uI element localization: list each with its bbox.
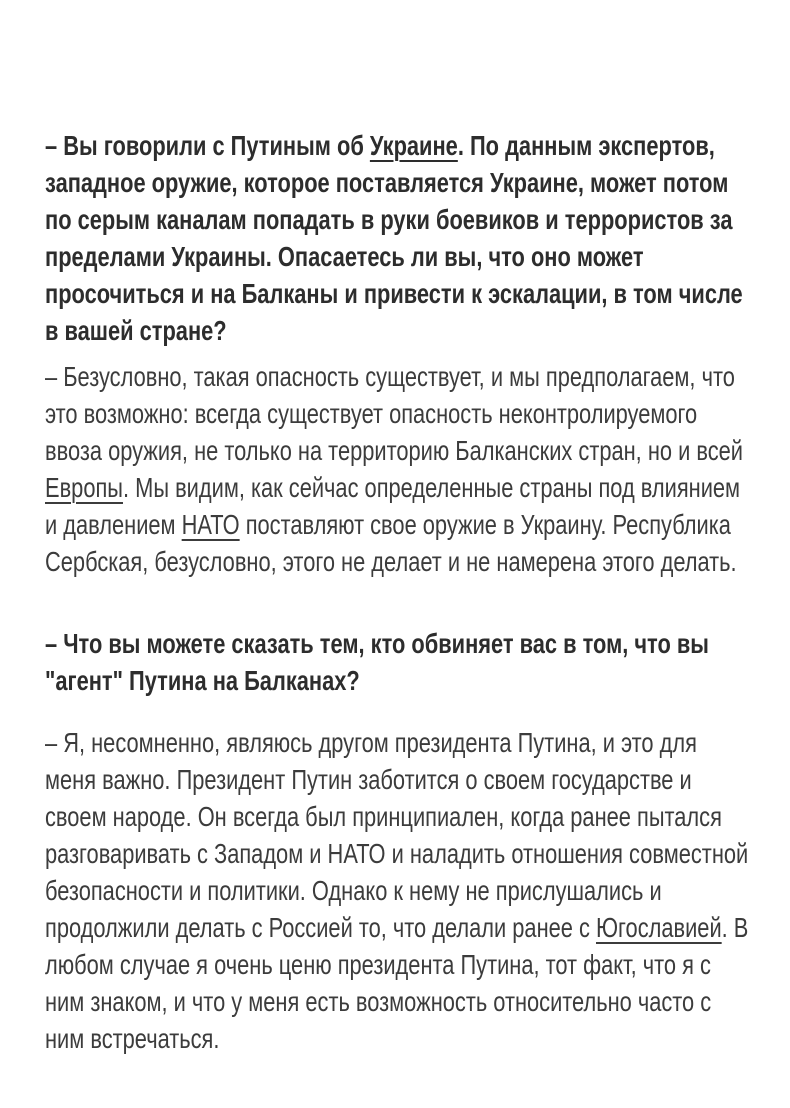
text-run: поставляют свое оружие в Украину. Республика Сербская, безусловно, этого не делает и не намерена этого делать. (45, 509, 737, 577)
answer-paragraph-1 (45, 358, 750, 580)
text-run: . Мы видим, как сейчас определенные страны под влиянием и давлением (45, 472, 741, 540)
text-run: . В любом случае я очень ценю президента Путина, тот факт, что я с ним знаком, и что у меня есть возможность относительно часто с ним встречаться. (45, 912, 749, 1054)
question-paragraph-1 (45, 127, 750, 349)
interview-text (45, 127, 750, 1057)
text-run: – Что вы можете сказать тем, кто обвиняет вас в том, что вы "агент" Путина на Балканах? (45, 628, 709, 696)
link-ukraine[interactable]: Украине (369, 130, 458, 161)
link-yugoslavia[interactable]: Югославией (595, 912, 722, 943)
question-paragraph-2 (45, 625, 750, 699)
link-europe[interactable]: Европы (45, 472, 123, 503)
text-run: – Безусловно, такая опасность существует, и мы предполагаем, что это возможно: всегда существует опасность неконтролируемого ввоза оружия, не только на территорию Балканских стран, но и всей (45, 361, 743, 466)
link-nato[interactable]: НАТО (181, 509, 240, 540)
text-run: . По данным экспертов, западное оружие, которое поставляется Украине, может потом по серым каналам попадать в руки боевиков и террористов за пределами Украины. Опасаетесь ли вы, что оно может просочиться и на Балканы и привести к эскалации, в том числе в вашей стране? (45, 130, 743, 346)
answer-paragraph-2 (45, 724, 750, 1057)
text-run: – Я, несомненно, являюсь другом президента Путина, и это для меня важно. Президент Путин заботится о своем государстве и своем народе. Он всегда был принципиален, когда ранее пытался разговаривать с Западом и НАТО и наладить отношения совместной безопасности и политики. Однако к нему не прислушались и продолжили делать с Россией то, что делали ранее с (45, 727, 749, 943)
text-run: – Вы говорили с Путиным об (45, 130, 370, 161)
